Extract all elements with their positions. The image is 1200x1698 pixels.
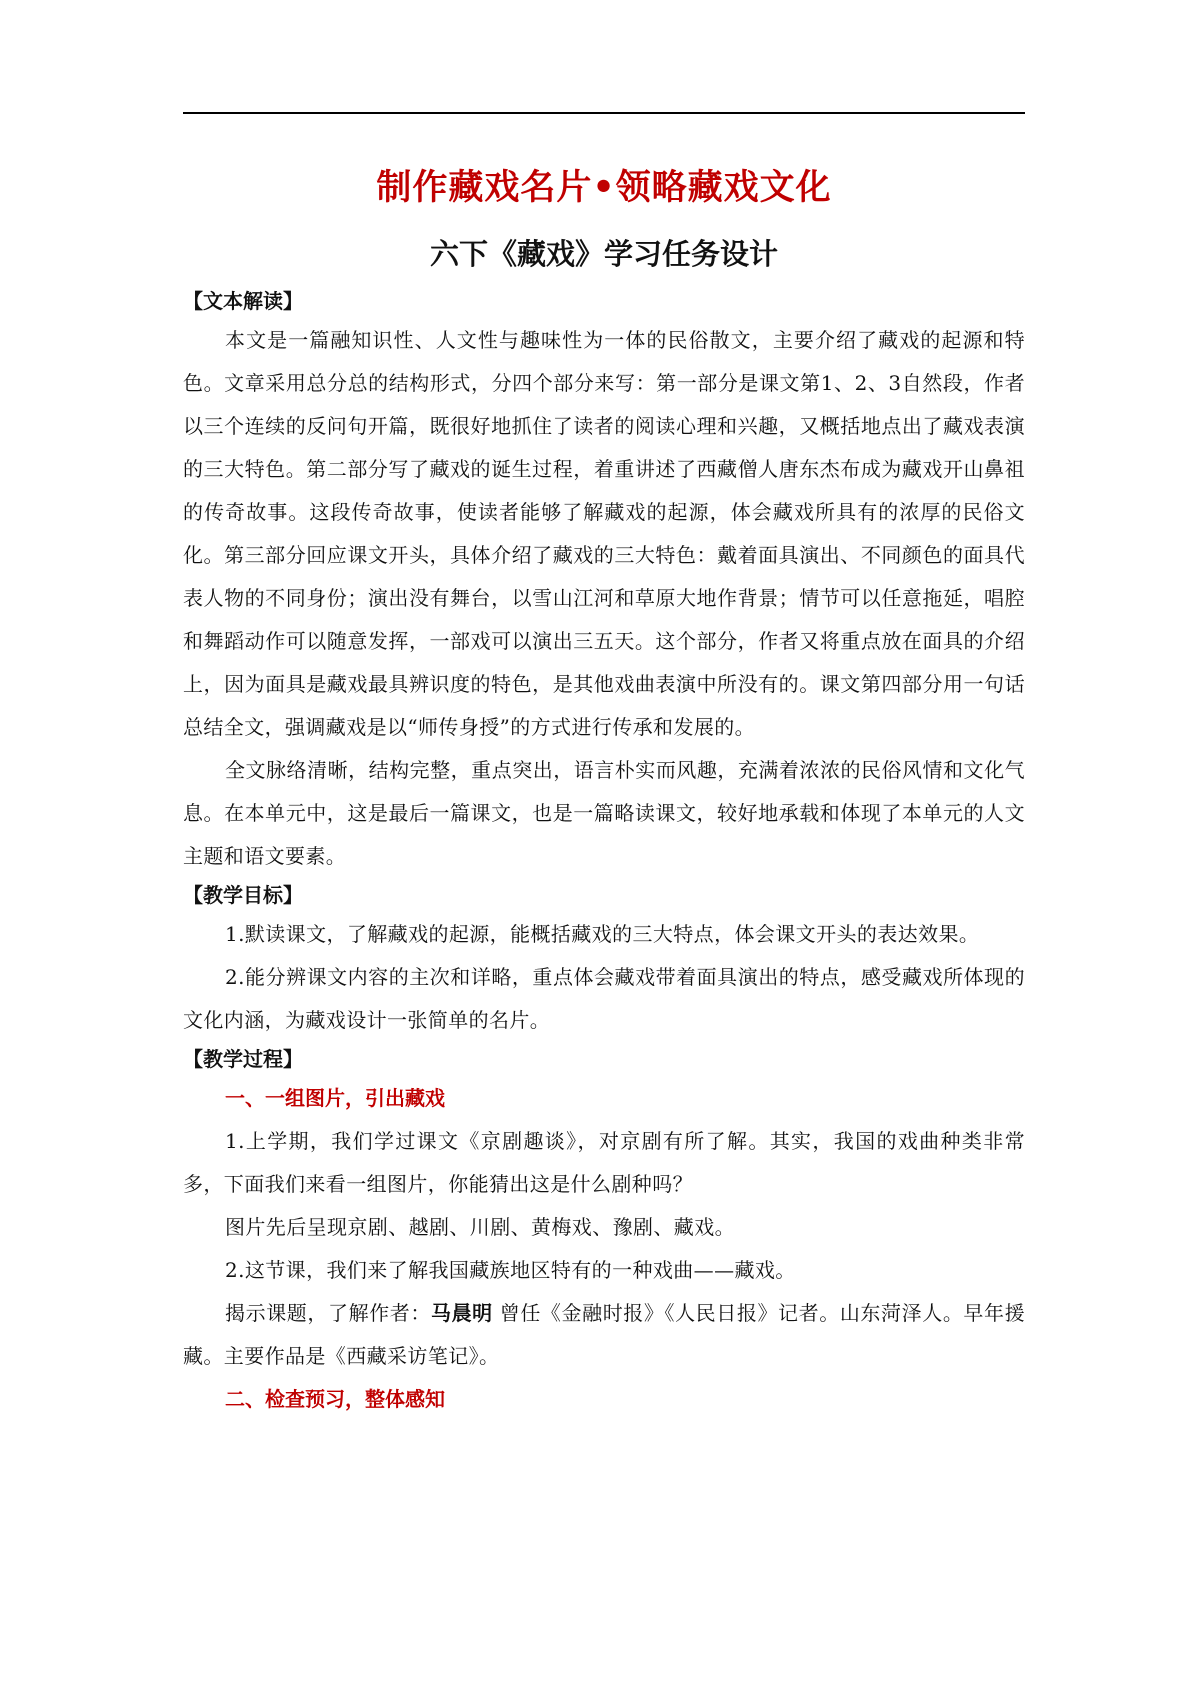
- document-title: 制作藏戏名片•领略藏戏文化: [376, 168, 832, 208]
- author-intro-paragraph: [183, 1292, 1025, 1378]
- paragraph: 图片先后呈现京剧、越剧、川剧、黄梅戏、豫剧、藏戏。: [225, 1215, 735, 1239]
- section-teaching-goals: [183, 878, 1025, 1042]
- section-heading: 【教学过程】: [183, 1047, 303, 1071]
- section-teaching-process: [183, 1042, 1025, 1421]
- document-subtitle: 六下《藏戏》学习任务设计: [429, 237, 778, 271]
- document-body: [183, 158, 1025, 1421]
- paragraph: 全文脉络清晰，结构完整，重点突出，语言朴实而风趣，充满着浓浓的民俗风情和文化气息。在本单元中，这是最后一篇课文，也是一篇略读课文，较好地承载和体现了本单元的人文主题和语文要素。: [183, 758, 1025, 868]
- sub-heading: 一、一组图片，引出藏戏: [225, 1086, 445, 1110]
- author-name: 马晨明: [430, 1301, 493, 1325]
- section-text-reading: [183, 284, 1025, 878]
- paragraph: 本文是一篇融知识性、人文性与趣味性为一体的民俗散文，主要介绍了藏戏的起源和特色。文章采用总分总的结构形式，分四个部分来写：第一部分是课文第1、2、3自然段，作者以三个连续的反问句开篇，既很好地抓住了读者的阅读心理和兴趣，又概括地点出了藏戏表演的三大特色。第二部分写了藏戏的诞生过程，着重讲述了西藏僧人唐东杰布成为藏戏开山鼻祖的传奇故事。这段传奇故事，使读者能够了解藏戏的起源，体会藏戏所具有的浓厚的民俗文化。第三部分回应课文开头，具体介绍了藏戏的三大特色：戴着面具演出、不同颜色的面具代表人物的不同身份；演出没有舞台，以雪山江河和草原大地作背景；情节可以任意拖延，唱腔和舞蹈动作可以随意发挥，一部戏可以演出三五天。这个部分，作者又将重点放在面具的介绍上，因为面具是藏戏最具辨识度的特色，是其他戏曲表演中所没有的。课文第四部分用一句话总结全文，强调藏戏是以“师传身授”的方式进行传承和发展的。: [183, 328, 1025, 739]
- sub-heading: 二、检查预习，整体感知: [225, 1387, 445, 1411]
- paragraph: 1.上学期，我们学过课文《京剧趣谈》，对京剧有所了解。其实，我国的戏曲种类非常多，下面我们来看一组图片，你能猜出这是什么剧种吗？: [183, 1129, 1025, 1196]
- paragraph: 2.这节课，我们来了解我国藏族地区特有的一种戏曲——藏戏。: [225, 1258, 796, 1282]
- section-heading: 【教学目标】: [183, 883, 303, 907]
- author-intro-lead: 揭示课题，了解作者：: [225, 1301, 431, 1325]
- paragraph: 1.默读课文，了解藏戏的起源，能概括藏戏的三大特点，体会课文开头的表达效果。: [225, 922, 980, 946]
- paragraph: 2.能分辨课文内容的主次和详略，重点体会藏戏带着面具演出的特点，感受藏戏所体现的文化内涵，为藏戏设计一张简单的名片。: [183, 965, 1025, 1032]
- section-heading: 【文本解读】: [183, 289, 303, 313]
- header-rule: [183, 112, 1025, 114]
- author-intro-text: 曾任《金融时报》《人民日报》记者。山东菏泽人。早年援藏。主要作品是《西藏采访笔记》。: [183, 1301, 1026, 1368]
